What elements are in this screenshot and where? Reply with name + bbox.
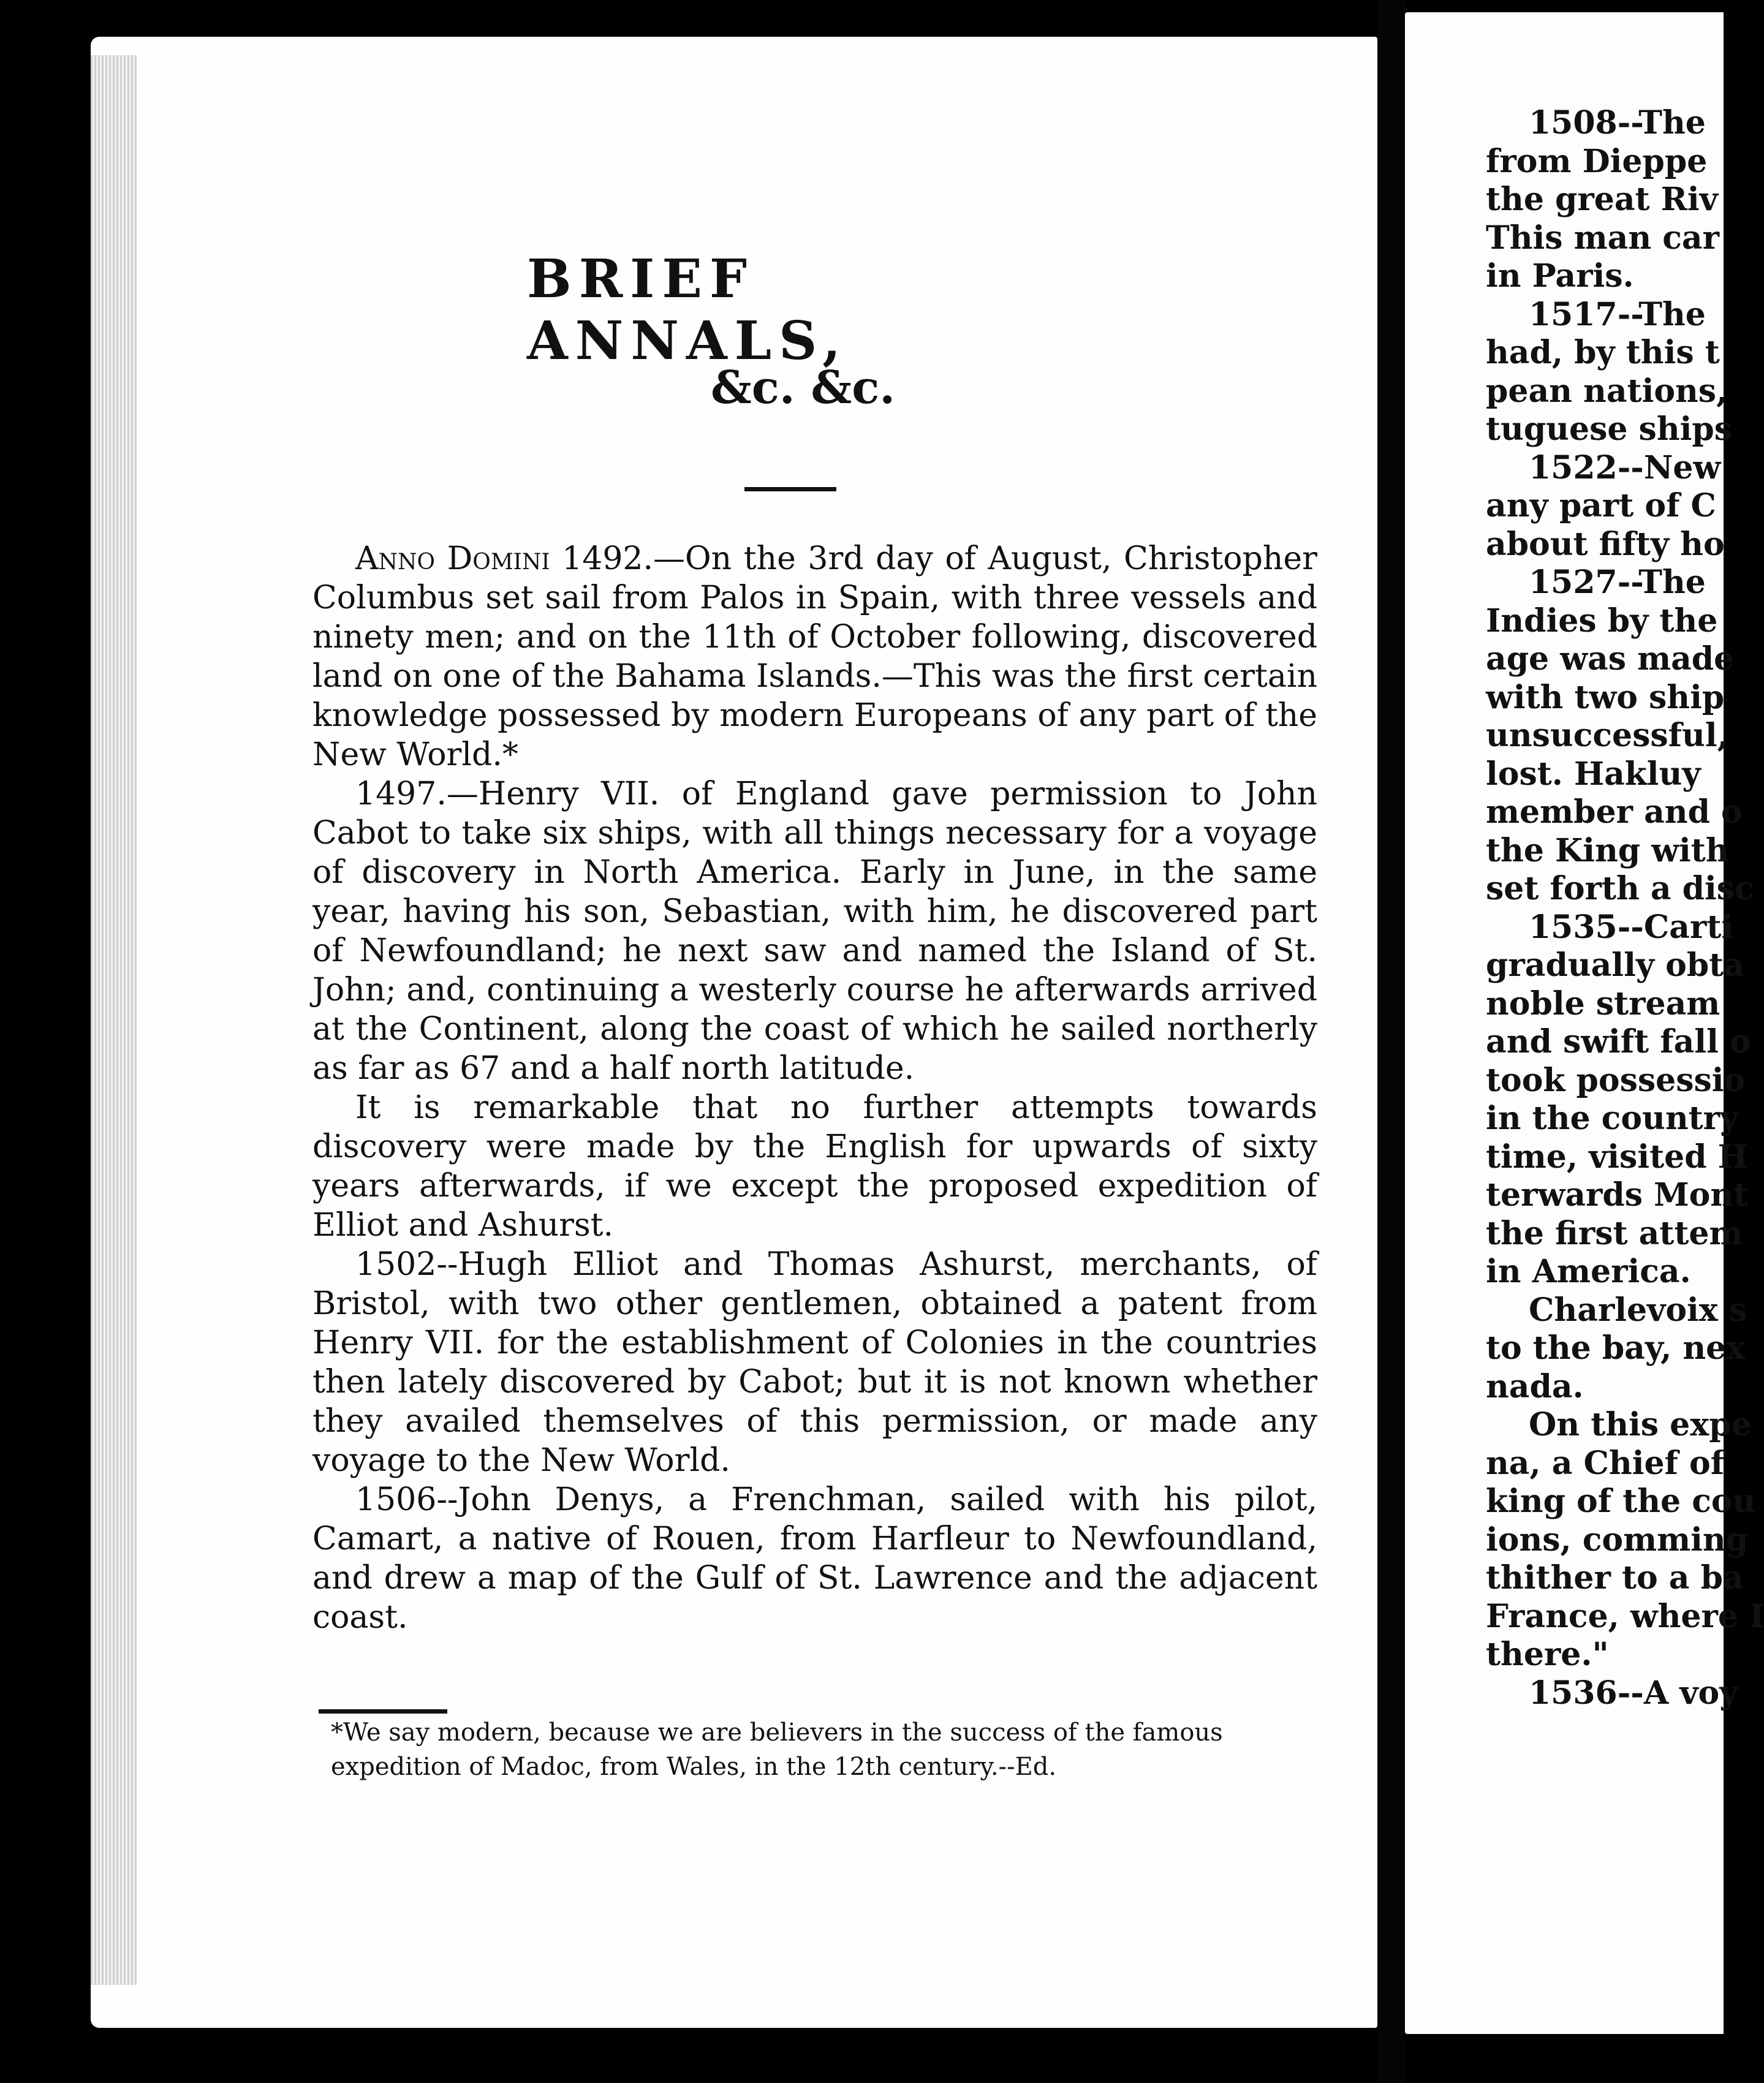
right-page-line: na, a Chief of [1486,1444,1725,1482]
right-page-line: set forth a disc [1486,870,1754,907]
right-page-line: about fifty ho [1486,525,1725,563]
entry-1492-text: —On the 3rd day of August, Christopher Columbus set sail from Palos in Spain, with three vessels and ninety men; and on the 11th of October following, discovered land on one of the Bahama Islands.—This was the first certain knowledge possessed by modern Europeans of any part of the New World.* [312,540,1317,773]
left-page-body [312,539,1317,1637]
right-page-line: Charlevoix s [1529,1291,1747,1329]
right-page-line: in America. [1486,1253,1691,1290]
right-page-line: lost. Hakluy [1486,755,1701,793]
right-page-line: gradually obta [1486,947,1744,984]
right-page-line: 1527--The [1529,564,1706,601]
right-page-line: age was made [1486,640,1735,678]
right-page-column [1486,104,1764,1712]
right-page-line: 1517--The [1529,295,1706,333]
book-gutter [1377,0,1405,2083]
remark-paragraph: It is remarkable that no further attempts towards discovery were made by the English for upwards of sixty years afterwards, if we except the proposed expedition of Elliot and Ashurst. [312,1089,1317,1244]
entry-1506: 1506--John Denys, a Frenchman, sailed with his pilot, Camart, a native of Rouen, from Harfleur to Newfoundland, and drew a map of the Gulf of St. Lawrence and the adjacent coast. [312,1481,1317,1636]
title-rule [744,487,836,491]
right-page-line: the King with [1486,831,1729,869]
entry-1492-lead: Anno Domini 1492. [355,540,654,577]
right-page-line: member and o [1486,793,1743,831]
page-subtitle: &c. &c. [711,361,896,414]
right-page-line: 1536--A voy [1529,1674,1738,1712]
right-page-line: and swift fall o [1486,1023,1751,1060]
right-page-line: from Dieppe [1486,142,1708,180]
right-page-line: ions, comming [1486,1521,1749,1559]
right-page-line: 1535--Carti [1529,908,1734,946]
entry-1497: 1497.—Henry VII. of England gave permission to John Cabot to take six ships, with all things necessary for a voyage of discovery in North America. Early in June, in the same year, having his son, Sebastian, with him, he discovered part of Newfoundland; he next saw and named the Island of St. John; and, continuing a westerly course he afterwards arrived at the Continent, along the coast of which he sailed northerly as far as 67 and a half north latitude. [312,776,1317,1087]
right-page-line: noble stream [1486,985,1720,1023]
right-page-line: to the bay, nex [1486,1329,1746,1367]
right-page-line: tuguese ships [1486,410,1733,448]
right-page-line: time, visited H [1486,1138,1748,1176]
right-page-line: 1522--New [1529,448,1721,486]
footnote-rule [319,1709,447,1714]
right-page-line: pean nations, [1486,372,1728,410]
right-page-line: France, where I [1486,1597,1764,1635]
entry-1492 [312,539,1317,774]
right-page-line: thither to a ba [1486,1559,1744,1597]
right-page-line: Indies by the [1486,602,1718,640]
footnote: *We say modern, because we are believers in the success of the famous expedition of Madoc, from Wales, in the 12th century.--Ed. [331,1718,1223,1781]
right-page-line: there." [1486,1636,1609,1673]
right-page-line: had, by this t [1486,334,1720,371]
right-page-line: the great Riv [1486,181,1718,218]
right-page-line: terwards Mont [1486,1176,1749,1214]
right-page-line: king of the cou [1486,1483,1756,1520]
page-edge-stack [91,55,137,1985]
right-page-line: the first attem [1486,1214,1743,1252]
right-page-line: nada. [1486,1367,1584,1405]
page-title: BRIEF ANNALS, [527,248,849,372]
right-page-line: 1508--The [1529,104,1706,142]
right-page-line: in the country [1486,1100,1739,1137]
right-page-line: took possessio [1486,1061,1746,1099]
right-page-line: On this expe [1529,1406,1752,1443]
right-page-line: any part of C [1486,487,1716,524]
entry-1502: 1502--Hugh Elliot and Thomas Ashurst, merchants, of Bristol, with two other gentlemen, obtained a patent from Henry VII. for the establishment of Colonies in the countries then lately discovered by Cabot; but it is not known whether they availed themselves of this permission, or made any voyage to the New World. [312,1246,1317,1479]
right-page-line: in Paris. [1486,257,1634,295]
right-page-line: unsuccessful, [1486,717,1728,754]
right-page-line: with two ship [1486,678,1725,716]
right-page-line: This man car [1486,219,1720,257]
